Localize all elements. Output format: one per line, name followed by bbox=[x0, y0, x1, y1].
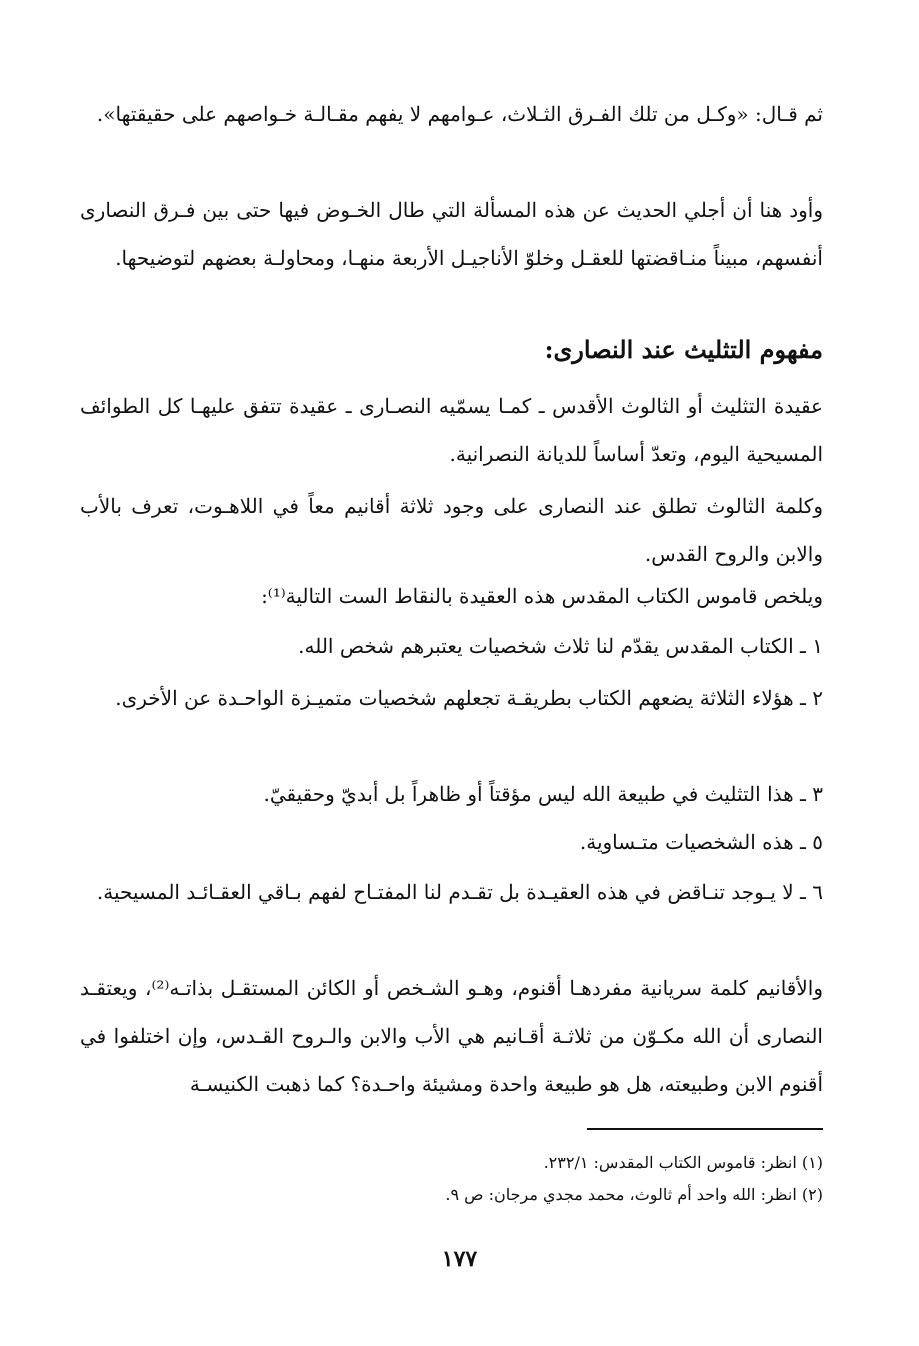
section-heading: مفهوم التثليث عند النصارى: bbox=[544, 335, 823, 364]
page-number: ١٧٧ bbox=[441, 1246, 478, 1272]
paragraph-hypostases: والأقانيم كلمة سريانية مفردهـا أقنوم، وهـو الشـخص أو الكائن المستقـل بذاتـه⁽²⁾، ويعتقـد النصارى أن الله مكـوّن من ثلاثـة أقـانيم هي الأب والابن والـروح القـدس، وإن اختلفوا في أقنوم الابن وطبيعته، هل هو طبيعة واحدة ومشيئة واحـدة؟ كما ذهبت الكنيسـة bbox=[80, 976, 823, 1096]
list-item: ٦ ـ لا يـوجد تنـاقض في هذه العقيـدة بل تقـدم لنا المفتـاح لفهم بـاقي العقـائـد المسيحية. bbox=[96, 880, 823, 904]
list-item: ١ ـ الكتاب المقدس يقدّم لنا ثلاث شخصيات يعتبرهم شخص الله. bbox=[298, 634, 823, 658]
list-item: ٢ ـ هؤلاء الثلاثة يضعهم الكتاب بطريقـة تجعلهم شخصيات متميـزة الواحـدة عن الأخرى. bbox=[115, 686, 823, 710]
paragraph-trinity-term: وكلمة الثالوث تطلق عند النصارى على وجود ثلاثة أقانيم معاً في اللاهـوت، تعرف بالأب والابن والروح القدس. bbox=[80, 494, 823, 566]
footnote-divider bbox=[587, 1128, 823, 1130]
paragraph-trinity-definition: عقيدة التثليث أو الثالوث الأقدس ـ كمـا يسمّيه النصـارى ـ عقيدة تتفق عليهـا كل الطوائف المسيحية اليوم، وتعدّ أساساً للديانة النصرانية. bbox=[80, 394, 823, 466]
footnote: (١) انظر: قاموس الكتاب المقدس: ٢٣٢/١. bbox=[543, 1153, 823, 1172]
paragraph-intro: وأود هنا أن أجلي الحديث عن هذه المسألة التي طال الخـوض فيها حتى بين فـرق النصارى أنفسهم، مبيناً منـاقضتها للعقـل وخلوّ الأناجيـل الأربعة منهـا، ومحاولـة بعضهم لتوضيحها. bbox=[80, 198, 823, 270]
list-item: ٣ ـ هذا التثليث في طبيعة الله ليس مؤقتاً أو ظاهراً بل أبديّ وحقيقيّ. bbox=[263, 782, 823, 806]
paragraph-quote: ثم قـال: «وكـل من تلك الفـرق الثـلاث، عـوامهم لا يفهم مقـالـة خـواصهم على حقيقتها». bbox=[96, 102, 823, 126]
list-item: ٥ ـ هذه الشخصيات متـساوية. bbox=[579, 830, 823, 854]
paragraph-dictionary-summary: ويلخص قاموس الكتاب المقدس هذه العقيدة بالنقاط الست التالية⁽¹⁾: bbox=[261, 584, 823, 608]
footnote: (٢) انظر: الله واحد أم ثالوث، محمد مجدي مرجان: ص ٩. bbox=[445, 1185, 823, 1204]
